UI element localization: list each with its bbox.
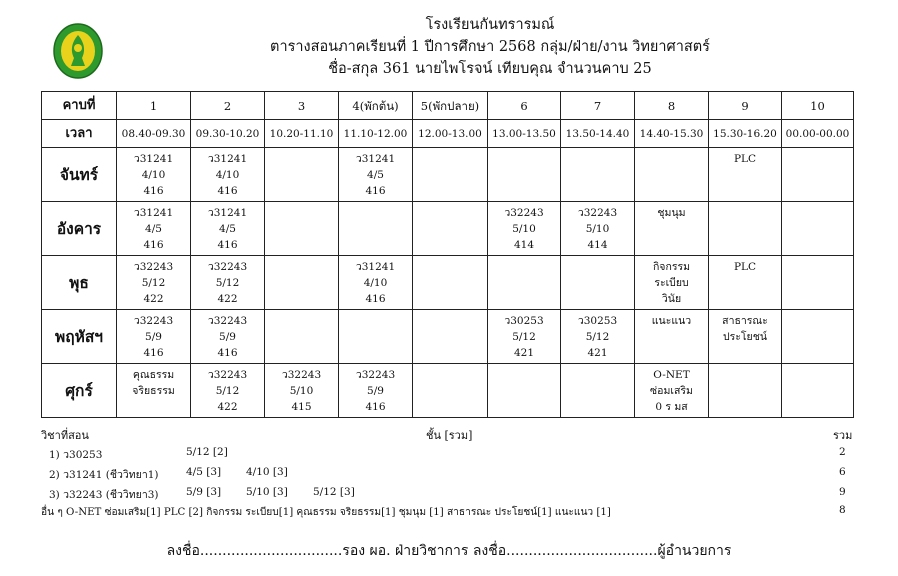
cell-line: 5/12: [585, 331, 610, 343]
period-number: 6: [488, 92, 561, 120]
summary-class: 4/5 [3]: [186, 466, 222, 478]
school-name: โรงเรียนกันทรารมณ์: [425, 17, 555, 33]
cell-line: 416: [365, 293, 386, 305]
cell-line: ว31241: [133, 207, 174, 219]
schedule-cell: [265, 310, 339, 364]
cell-line: ว32243: [504, 207, 544, 219]
cell-line: 414: [587, 239, 608, 251]
cell-line: 5/12: [141, 277, 166, 289]
period-number: 3: [265, 92, 339, 120]
signature-line: ลงชื่อ................................รอง ผอ. ฝ่ายวิชาการ ลงชื่อ..................................ผู้อำนวยการ: [166, 543, 732, 559]
cell-line: กิจกรรม: [652, 261, 691, 273]
cell-line: 5/9: [219, 331, 236, 343]
cell-line: 416: [143, 239, 164, 251]
period-number: 1: [117, 92, 191, 120]
cell-line: 4/5: [145, 223, 162, 235]
cell-line: 5/10: [585, 223, 610, 235]
period-number: 2: [191, 92, 265, 120]
day-row: [42, 148, 854, 202]
period-header: คาบที่: [42, 92, 117, 120]
schedule-cell: [117, 148, 191, 202]
schedule-cell: [413, 310, 488, 364]
summary-row-total: 6: [839, 466, 846, 478]
schedule-title: ตารางสอนภาคเรียนที่ 1 ปีการศึกษา 2568 กลุ่ม/ฝ่าย/งาน วิทยาศาสตร์: [270, 39, 710, 55]
period-number: 5(พักปลาย): [413, 92, 488, 120]
day-name: ศุกร์: [42, 364, 117, 418]
cell-line: ว32243: [207, 315, 248, 327]
day-row: [42, 202, 854, 256]
schedule-cell: [117, 256, 191, 310]
cell-line: คุณธรรม: [132, 369, 175, 381]
summary-subject: 2) ว31241 (ชีววิทยา1): [49, 469, 159, 481]
period-time: 13.00-13.50: [488, 120, 561, 148]
cell-line: ว32243: [355, 369, 396, 381]
timetable: [41, 91, 854, 418]
cell-line: PLC: [733, 153, 757, 165]
schedule-cell: [339, 148, 413, 202]
day-row: [42, 310, 854, 364]
schedule-cell: [709, 256, 782, 310]
cell-line: 414: [513, 239, 535, 251]
period-time: 08.40-09.30: [117, 120, 191, 148]
cell-line: ระเบียบ: [654, 277, 689, 289]
school-logo: [52, 22, 104, 80]
day-name: พุธ: [42, 256, 117, 310]
cell-line: ว32243: [577, 207, 618, 219]
schedule-cell: [339, 202, 413, 256]
schedule-cell: [117, 364, 191, 418]
schedule-cell: [561, 202, 635, 256]
schedule-cell: [635, 202, 709, 256]
schedule-cell: [191, 202, 265, 256]
schedule-cell: [413, 202, 488, 256]
cell-line: 416: [217, 239, 238, 251]
summary-other-text: อื่น ๆ O-NET ซ่อมเสริม[1] PLC [2] กิจกรรม ระเบียบ[1] คุณธรรม จริยธรรม[1] ชุมนุม [1] สาธารณะ ประโยชน์[1] แนะแนว [1]: [41, 507, 611, 518]
schedule-cell: [265, 364, 339, 418]
period-time: 15.30-16.20: [709, 120, 782, 148]
cell-line: ว30253: [504, 315, 544, 327]
schedule-cell: [117, 202, 191, 256]
time-header: เวลา: [42, 120, 117, 148]
schedule-cell: [782, 202, 854, 256]
schedule-cell: [782, 148, 854, 202]
period-number: 9: [709, 92, 782, 120]
schedule-cell: [191, 364, 265, 418]
period-number: 10: [782, 92, 854, 120]
schedule-cell: [635, 364, 709, 418]
cell-line: 416: [217, 347, 238, 359]
schedule-cell: [635, 310, 709, 364]
cell-line: 422: [217, 293, 238, 305]
teacher-line: ชื่อ-สกุล 361 นายไพโรจน์ เทียบคุณ จำนวนคาบ 25: [328, 61, 652, 77]
cell-line: แนะแนว: [651, 315, 692, 327]
cell-line: ว32243: [207, 261, 248, 273]
schedule-cell: [191, 256, 265, 310]
period-time: 10.20-11.10: [265, 120, 339, 148]
summary-subject: 3) ว32243 (ชีววิทยา3): [49, 489, 159, 501]
summary-class-label: ชั้น [รวม]: [426, 429, 473, 442]
schedule-cell: [488, 310, 561, 364]
cell-line: ว32243: [207, 369, 248, 381]
day-row: [42, 364, 854, 418]
period-time: 14.40-15.30: [635, 120, 709, 148]
schedule-cell: [191, 148, 265, 202]
cell-line: 5/9: [367, 385, 384, 397]
summary-subject: 1) ว30253: [49, 449, 103, 461]
summary-class: 4/10 [3]: [246, 466, 288, 478]
schedule-cell: [635, 148, 709, 202]
cell-line: จริยธรรม: [132, 385, 175, 397]
schedule-cell: [782, 256, 854, 310]
cell-line: 416: [365, 401, 386, 413]
cell-line: 5/10: [512, 223, 536, 235]
cell-line: 4/5: [367, 169, 384, 181]
summary-other-total: 8: [839, 504, 846, 516]
schedule-cell: [561, 148, 635, 202]
cell-line: 5/12: [512, 331, 536, 343]
summary-class: 5/9 [3]: [186, 486, 222, 498]
cell-line: 5/9: [145, 331, 162, 343]
schedule-cell: [265, 256, 339, 310]
period-number: 7: [561, 92, 635, 120]
cell-line: ว31241: [133, 153, 174, 165]
cell-line: 5/12: [215, 385, 240, 397]
schedule-cell: [339, 256, 413, 310]
cell-line: 421: [513, 347, 535, 359]
cell-line: ว32243: [133, 261, 174, 273]
period-number: 4(พักต้น): [339, 92, 413, 120]
schedule-cell: [635, 256, 709, 310]
cell-line: ว32243: [281, 369, 322, 381]
schedule-cell: [709, 202, 782, 256]
day-row: [42, 256, 854, 310]
cell-line: 421: [587, 347, 608, 359]
summary-class: 5/12 [2]: [186, 446, 228, 458]
schedule-cell: [413, 256, 488, 310]
day-name: พฤหัสฯ: [42, 310, 117, 364]
schedule-cell: [488, 256, 561, 310]
cell-line: 416: [365, 185, 386, 197]
cell-line: 415: [291, 401, 312, 413]
period-time: 09.30-10.20: [191, 120, 265, 148]
cell-line: ชุมนุม: [657, 207, 686, 219]
period-time: 00.00-00.00: [782, 120, 854, 148]
cell-line: 422: [217, 401, 238, 413]
period-time: 12.00-13.00: [413, 120, 488, 148]
cell-line: ว31241: [207, 153, 248, 165]
schedule-cell: [782, 310, 854, 364]
summary-row-total: 2: [839, 446, 846, 458]
cell-line: ว31241: [355, 261, 396, 273]
cell-line: PLC: [733, 261, 757, 273]
day-name: จันทร์: [42, 148, 117, 202]
cell-line: วินัย: [661, 293, 682, 305]
cell-line: 416: [143, 347, 164, 359]
cell-line: ประโยชน์: [722, 331, 768, 343]
schedule-cell: [339, 364, 413, 418]
schedule-cell: [488, 148, 561, 202]
schedule-cell: [561, 364, 635, 418]
schedule-cell: [265, 202, 339, 256]
schedule-cell: [561, 310, 635, 364]
cell-line: 4/10: [141, 169, 166, 181]
cell-line: ว31241: [355, 153, 396, 165]
schedule-cell: [782, 364, 854, 418]
cell-line: 0 ร มส: [655, 401, 688, 413]
cell-line: 422: [143, 293, 164, 305]
summary-total-label: รวม: [833, 429, 853, 442]
schedule-cell: [265, 148, 339, 202]
cell-line: ว30253: [577, 315, 618, 327]
summary-row-total: 9: [839, 486, 846, 498]
schedule-cell: [709, 364, 782, 418]
period-number: 8: [635, 92, 709, 120]
cell-line: 5/10: [289, 385, 314, 397]
cell-line: 4/5: [219, 223, 236, 235]
cell-line: ซ่อมเสริม: [650, 385, 693, 397]
schedule-cell: [709, 148, 782, 202]
cell-line: สาธารณะ: [722, 315, 768, 327]
cell-line: ว32243: [133, 315, 174, 327]
cell-line: 416: [143, 185, 164, 197]
schedule-cell: [413, 148, 488, 202]
cell-line: 5/12: [215, 277, 240, 289]
schedule-cell: [339, 310, 413, 364]
cell-line: 4/10: [363, 277, 388, 289]
schedule-cell: [413, 364, 488, 418]
cell-line: O-NET: [653, 369, 690, 381]
summary-class: 5/10 [3]: [246, 486, 288, 498]
summary-class: 5/12 [3]: [313, 486, 355, 498]
schedule-cell: [709, 310, 782, 364]
cell-line: 4/10: [215, 169, 240, 181]
cell-line: ว31241: [207, 207, 248, 219]
document-header: [180, 14, 800, 80]
schedule-cell: [191, 310, 265, 364]
schedule-cell: [488, 202, 561, 256]
summary-subject-label: วิชาที่สอน: [41, 429, 89, 442]
cell-line: 416: [217, 185, 238, 197]
period-time: 13.50-14.40: [561, 120, 635, 148]
day-name: อังคาร: [42, 202, 117, 256]
schedule-cell: [561, 256, 635, 310]
schedule-cell: [488, 364, 561, 418]
schedule-cell: [117, 310, 191, 364]
period-time: 11.10-12.00: [339, 120, 413, 148]
